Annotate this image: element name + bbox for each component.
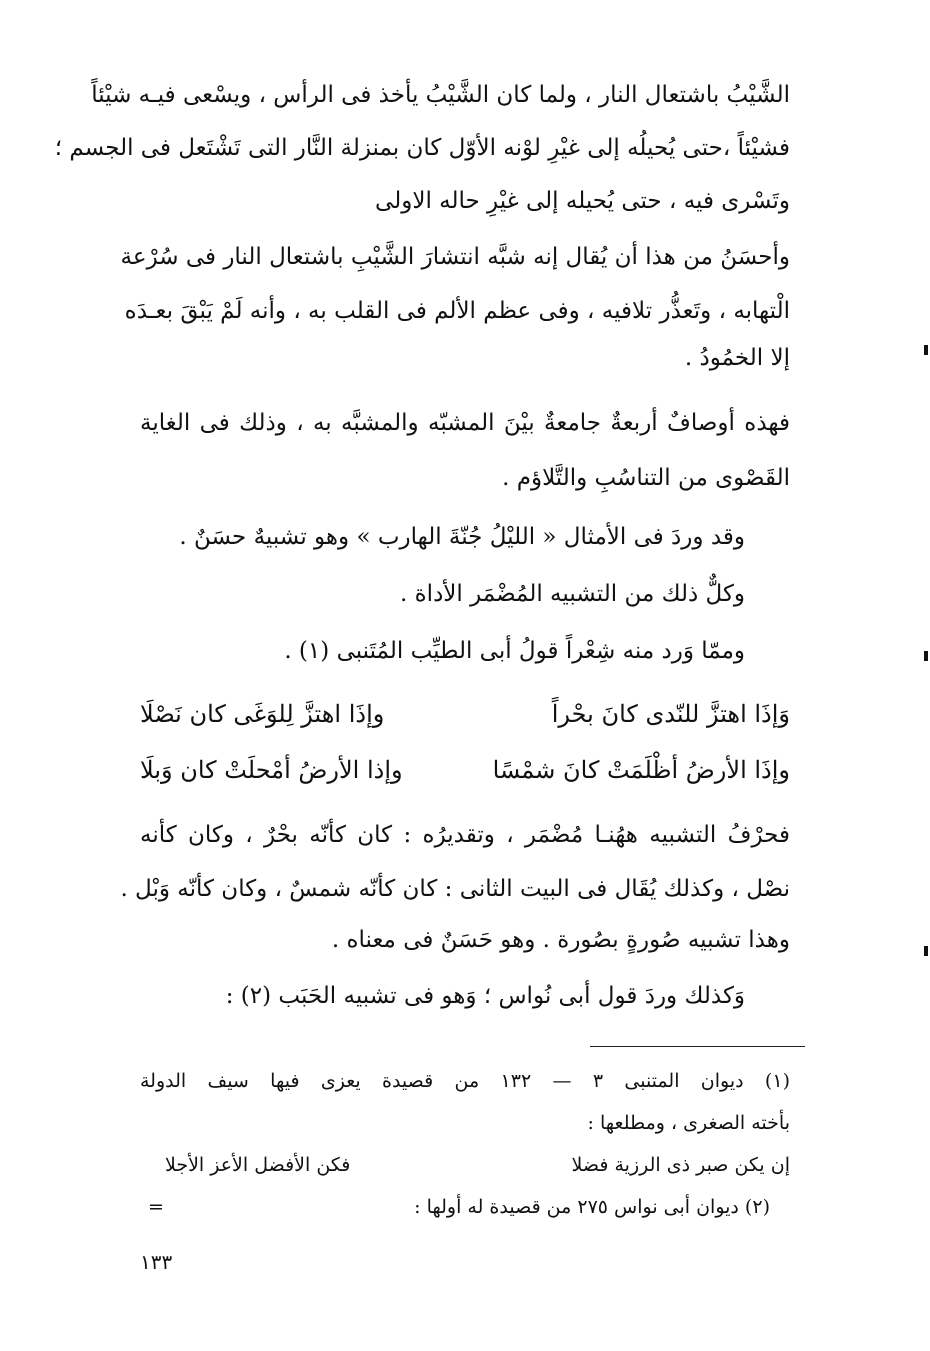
footnote-line: بأخته الصغرى ، ومطلعها : xyxy=(587,1112,790,1134)
body-line: وَكذلك وردَ قول أبى نُواس ؛ وَهو فى تشبيه الحَبَب (٢) : xyxy=(225,983,745,1009)
body-line: الشَّيْبُ باشتعال النار ، ولما كان الشَّيْبُ يأخذ فى الرأس ، ويسْعى فيـه شيْئاً xyxy=(91,82,790,108)
body-line: وتَسْرى فيه ، حتى يُحيله إلى غيْرِ حاله الاولى xyxy=(375,188,790,214)
verse-first-hemistich: وإذَا الأرضُ أظْلَمَتْ كانَ شمْسًا xyxy=(492,756,790,784)
body-line: وقد وردَ فى الأمثال « الليْلُ جُنّةَ الهارب » وهو تشبيهٌ حسَنٌ . xyxy=(179,524,745,550)
page-number: ١٣٣ xyxy=(140,1250,173,1274)
body-line: وكلٌّ ذلك من التشبيه المُضْمَر الأداة . xyxy=(400,581,745,607)
body-line: إلا الخمُودُ . xyxy=(684,345,790,371)
body-line: وأحسَنُ من هذا أن يُقال إنه شبَّه انتشارَ الشَّيْبِ باشتعال النار فى سُرْعة xyxy=(120,244,790,270)
footnote-verse xyxy=(140,1151,790,1179)
verse-line xyxy=(140,753,790,787)
body-line: القَصْوى من التناسُبِ والتَّلاؤم . xyxy=(502,465,790,491)
footnote-verse-second-hemistich: فكن الأفضل الأعز الأجلا xyxy=(165,1154,351,1176)
margin-mark xyxy=(924,946,928,956)
body-line: وممّا وَرد منه شِعْراً قولُ أبى الطيِّب المُتَنبى (١) . xyxy=(284,638,745,664)
body-line: فهذه أوصافٌ أربعةٌ جامعةٌ بيْنَ المشبّه والمشبَّه به ، وذلك فى الغاية xyxy=(140,410,790,436)
footnote-text: (٢) ديوان أبى نواس ٢٧٥ من قصيدة له أولها : xyxy=(414,1196,770,1218)
body-line: فحرْفُ التشبيه ههُنـا مُضْمَر ، وتقديرُه : كان كأنّه بحْرٌ ، وكان كأنه xyxy=(140,822,790,848)
footnote-line: (١) ديوان المتنبى ٣ — ١٣٢ من قصيدة يعزى فيها سيف الدولة xyxy=(140,1070,790,1092)
footnote-separator xyxy=(590,1046,805,1047)
body-line: وهذا تشبيه صُورةٍ بصُورة . وهو حَسَنٌ فى معناه . xyxy=(331,927,790,953)
verse-second-hemistich: وإذا الأرضُ أمْحلَتْ كان وَبلَا xyxy=(140,756,403,784)
body-line: نصْل ، وكذلك يُقَال فى البيت الثانى : كان كأنّه شمسٌ ، وكان كأنّه وَبْل . xyxy=(120,876,790,902)
verse-second-hemistich: وإذَا اهتزَّ لِلوَغَى كان نَصْلَا xyxy=(140,700,385,728)
continuation-mark: = xyxy=(148,1196,164,1218)
verse-first-hemistich: وَإذَا اهتزَّ للنّدى كانَ بحْراً xyxy=(551,700,790,728)
footnote-line xyxy=(140,1194,790,1220)
body-line: الْتهابه ، وتَعذُّر تلافيه ، وفى عظم الألم فى القلب به ، وأنه لَمْ يَبْقَ بعـدَه xyxy=(124,298,790,324)
margin-mark xyxy=(924,345,928,355)
body-line: فشيْئاً ،حتى يُحيلُه إلى غيْرِ لوْنه الأوّل كان بمنزلة النَّار التى تَشْتَعل فى الجسم ؛ xyxy=(54,135,790,161)
verse-line xyxy=(140,697,790,731)
footnote-verse-first-hemistich: إن يكن صبر ذى الرزية فضلا xyxy=(571,1154,790,1176)
margin-mark xyxy=(924,651,928,661)
